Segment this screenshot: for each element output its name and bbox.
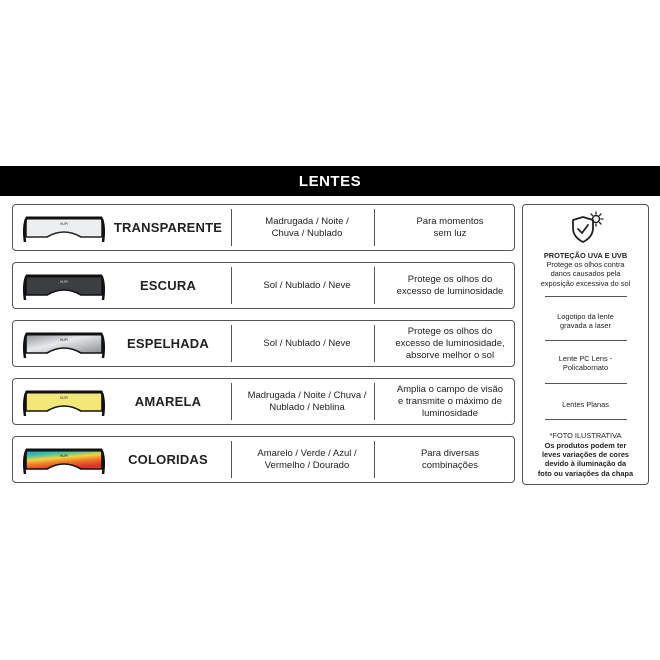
column-divider (374, 325, 375, 362)
clear-sunglasses-image (23, 210, 105, 246)
panel-separator (545, 419, 627, 420)
flat-lens-text: Lentes Planas (562, 400, 609, 409)
lens-benefit: Para momentos sem luz (416, 215, 484, 239)
brand-logo: HUPI (59, 338, 69, 342)
lens-material-text: Lente PC Lens - Policabornato (558, 354, 613, 373)
lens-name: TRANSPARENTE (113, 220, 223, 235)
lens-conditions: Amarelo / Verde / Azul / Vermelho / Dourado (257, 447, 357, 471)
page-title: LENTES (298, 172, 362, 190)
lentes-banner (0, 166, 660, 196)
lens-row-escura (12, 262, 515, 309)
lens-conditions: Madrugada / Noite / Chuva / Nublado / Neblina (247, 389, 367, 413)
panel-separator (545, 383, 627, 384)
column-divider (231, 267, 232, 304)
brand-logo: HUPI (59, 396, 69, 400)
features-panel (522, 204, 649, 485)
uv-shield-sun-icon (568, 209, 606, 247)
column-divider (374, 441, 375, 478)
disclaimer-title: *FOTO ILUSTRATIVA (549, 431, 622, 440)
uv-protection-title: PROTEÇÃO UVA E UVB (543, 251, 628, 260)
rainbow-sunglasses-image (23, 442, 105, 478)
lens-name: COLORIDAS (128, 452, 208, 467)
lens-name: AMARELA (134, 394, 202, 409)
laser-logo-text: Logotipo da lente gravada a laser (557, 312, 614, 331)
brand-logo: HUPI (59, 280, 69, 284)
panel-separator (545, 296, 627, 297)
lens-name: ESCURA (139, 278, 197, 293)
disclaimer-text: Os produtos podem ter leves variações de cores devido à iluminação da foto ou variações da chapa (537, 440, 634, 478)
panel-separator (545, 340, 627, 341)
dark-sunglasses-image (23, 268, 105, 304)
lens-benefit: Amplia o campo de visão e transmite o máximo de luminosidade (396, 383, 504, 419)
yellow-sunglasses-image (23, 384, 105, 420)
brand-logo: HUPI (59, 222, 69, 226)
column-divider (231, 325, 232, 362)
lens-row-amarela (12, 378, 515, 425)
lens-row-espelhada (12, 320, 515, 367)
column-divider (374, 209, 375, 246)
column-divider (231, 383, 232, 420)
column-divider (374, 267, 375, 304)
mirror-sunglasses-image (23, 326, 105, 362)
lens-benefit: Protege os olhos do excesso de luminosidade (396, 273, 504, 297)
lens-row-coloridas (12, 436, 515, 483)
lens-benefit: Protege os olhos do excesso de luminosidade, absorve melhor o sol (395, 325, 505, 361)
lens-conditions: Sol / Nublado / Neve (263, 337, 351, 349)
lens-conditions: Madrugada / Noite / Chuva / Nublado (265, 215, 349, 239)
uv-protection-text: Protege os olhos contra danos causados pela exposição excessiva do sol (540, 260, 631, 288)
column-divider (231, 209, 232, 246)
column-divider (374, 383, 375, 420)
lens-benefit: Para diversas combinações (420, 447, 480, 471)
lens-row-transparente (12, 204, 515, 251)
lens-conditions: Sol / Nublado / Neve (263, 279, 351, 291)
brand-logo: HUPI (59, 454, 69, 458)
lens-name: ESPELHADA (127, 336, 209, 351)
column-divider (231, 441, 232, 478)
